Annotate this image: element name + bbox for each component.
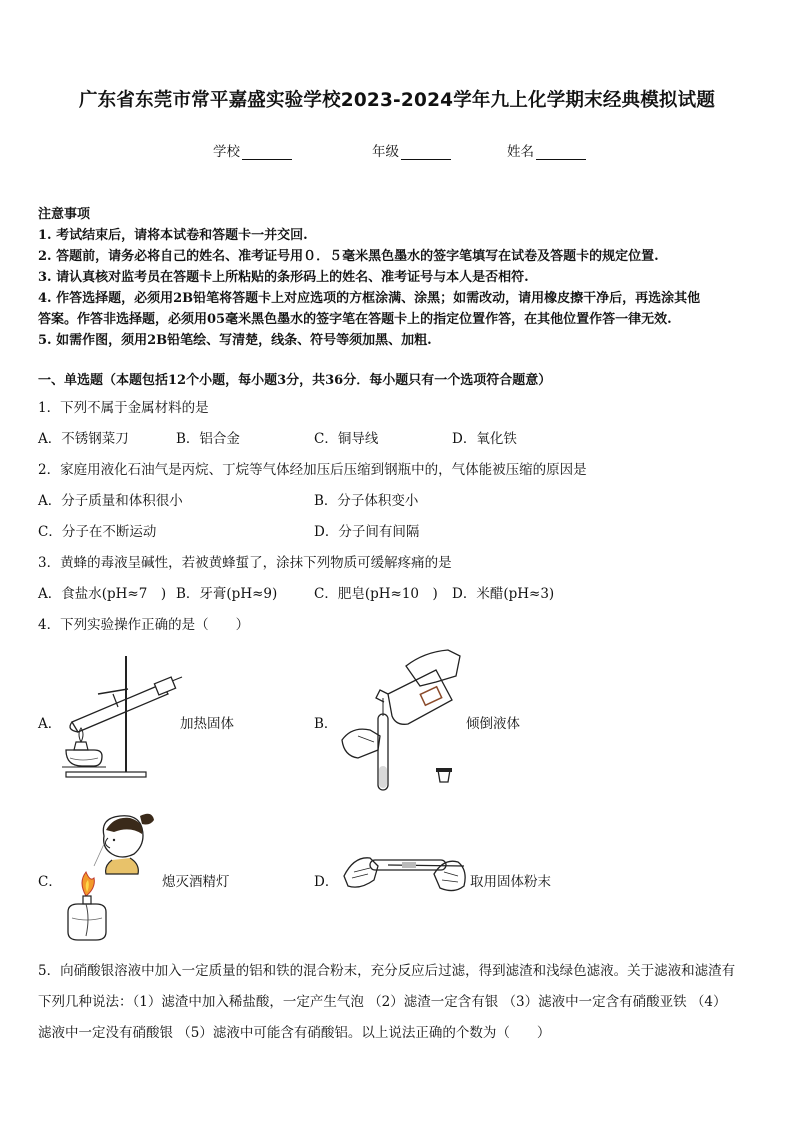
school-label: 学校 bbox=[213, 144, 240, 160]
q1-option-c[interactable]: C．铜导线 bbox=[314, 431, 379, 447]
q3-option-d[interactable]: D．米醋(pH≈3) bbox=[452, 586, 555, 602]
q4-option-a-label[interactable]: A． bbox=[38, 716, 62, 732]
q1-option-a[interactable]: A．不锈钢菜刀 bbox=[38, 431, 129, 447]
q4-option-b-label[interactable]: B． bbox=[314, 716, 338, 732]
q3-option-c[interactable]: C．肥皂(pH≈10 ) bbox=[314, 586, 438, 602]
name-field[interactable] bbox=[507, 140, 586, 160]
name-label: 姓名 bbox=[507, 144, 534, 160]
q4-option-d-label[interactable]: D． bbox=[314, 874, 339, 890]
notice-item: 5. 如需作图，须用2B铅笔绘、写清楚，线条、符号等须加黑、加粗. bbox=[38, 333, 432, 348]
grade-label: 年级 bbox=[372, 144, 399, 160]
question-3-stem: 3．黄蜂的毒液呈碱性，若被黄蜂蜇了，涂抹下列物质可缓解疼痛的是 bbox=[38, 555, 452, 571]
question-4-stem: 4．下列实验操作正确的是（ ） bbox=[38, 617, 250, 633]
school-field[interactable] bbox=[213, 140, 292, 160]
q4-option-d-caption: 取用固体粉末 bbox=[470, 874, 551, 890]
q4-option-a-caption: 加热固体 bbox=[180, 716, 234, 732]
q2-option-c[interactable]: C．分子在不断运动 bbox=[38, 524, 157, 540]
notice-item: 1. 考试结束后，请将本试卷和答题卡一并交回. bbox=[38, 228, 308, 243]
grade-blank[interactable] bbox=[401, 146, 451, 160]
notice-item: 2. 答题前，请务必将自己的姓名、准考证号用０．５毫米黑色墨水的签字笔填写在试卷及答题卡的规定位置. bbox=[38, 249, 659, 264]
q4-option-c-caption: 熄灭酒精灯 bbox=[162, 874, 230, 890]
extinguish-lamp-illustration bbox=[64, 808, 164, 952]
notice-item: 答案。作答非选择题，必须用05毫米黑色墨水的签字笔在答题卡上的指定位置作答，在其他位置作答一律无效. bbox=[38, 312, 672, 327]
solid-powder-illustration bbox=[340, 846, 470, 906]
notice-heading: 注意事项 bbox=[38, 207, 91, 222]
q2-option-a[interactable]: A．分子质量和体积很小 bbox=[38, 493, 183, 509]
page-title: 广东省东莞市常平嘉盛实验学校2023-2024学年九上化学期末经典模拟试题 bbox=[78, 90, 716, 111]
pouring-liquid-illustration bbox=[336, 646, 466, 800]
question-5-line: 5．向硝酸银溶液中加入一定质量的铝和铁的混合粉末，充分反应后过滤，得到滤渣和浅绿色滤液。关于滤液和滤渣有 bbox=[38, 963, 736, 979]
heating-solid-illustration bbox=[58, 654, 188, 783]
q3-option-b[interactable]: B．牙膏(pH≈9) bbox=[176, 586, 278, 602]
q4-option-b-caption: 倾倒液体 bbox=[466, 716, 520, 732]
notice-item: 4. 作答选择题，必须用2B铅笔将答题卡上对应选项的方框涂满、涂黑；如需改动，请用橡皮擦干净后，再选涂其他 bbox=[38, 291, 701, 306]
q4-option-c-label[interactable]: C． bbox=[38, 874, 62, 890]
q2-option-b[interactable]: B．分子体积变小 bbox=[314, 493, 419, 509]
question-2-stem: 2．家庭用液化石油气是丙烷、丁烷等气体经加压后压缩到钢瓶中的，气体能被压缩的原因是 bbox=[38, 462, 587, 478]
name-blank[interactable] bbox=[536, 146, 586, 160]
question-5-line: 滤液中一定没有硝酸银 （5）滤液中可能含有硝酸铝。以上说法正确的个数为（ ） bbox=[38, 1025, 551, 1041]
grade-field[interactable] bbox=[372, 140, 451, 160]
school-blank[interactable] bbox=[242, 146, 292, 160]
q2-option-d[interactable]: D．分子间有间隔 bbox=[314, 524, 420, 540]
q3-option-a[interactable]: A．食盐水(pH≈7 ) bbox=[38, 586, 167, 602]
q1-option-b[interactable]: B．铝合金 bbox=[176, 431, 240, 447]
question-1-stem: 1．下列不属于金属材料的是 bbox=[38, 400, 209, 416]
section-heading: 一、单选题（本题包括12个小题，每小题3分，共36分．每小题只有一个选项符合题意） bbox=[38, 373, 552, 388]
question-5-line: 下列几种说法：（1）滤渣中加入稀盐酸，一定产生气泡 （2）滤渣一定含有银 （3）滤液中一定含有硝酸亚铁 （4） bbox=[38, 994, 727, 1010]
notice-item: 3. 请认真核对监考员在答题卡上所粘贴的条形码上的姓名、准考证号与本人是否相符. bbox=[38, 270, 529, 285]
q1-option-d[interactable]: D．氧化铁 bbox=[452, 431, 517, 447]
